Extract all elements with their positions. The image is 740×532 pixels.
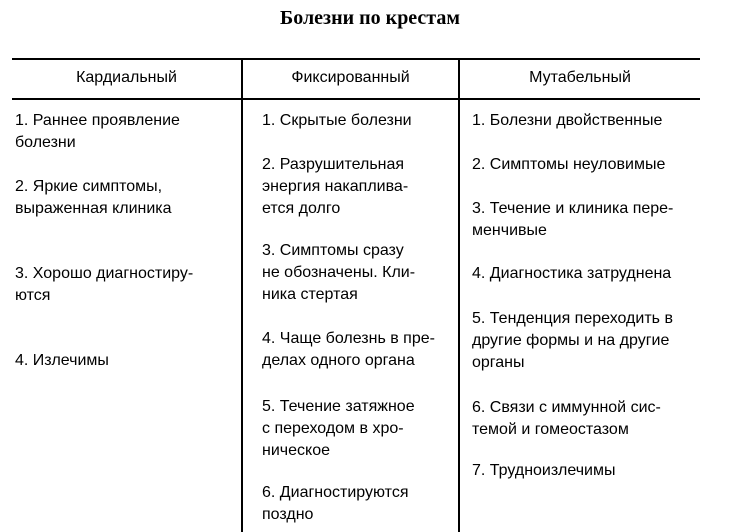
list-item (262, 482, 454, 526)
list-item (472, 110, 708, 132)
list-item-line: 6. Диагностируются (262, 484, 409, 501)
list-item-line: другие формы и на другие (472, 332, 670, 349)
column-header-fixed: Фиксированный (291, 69, 410, 86)
list-item-line: поздно (262, 506, 314, 523)
list-item-line: ническое (262, 442, 330, 459)
list-item-line: 2. Симптомы неуловимые (472, 156, 666, 173)
list-item (472, 263, 708, 285)
list-item (15, 110, 239, 154)
list-item-line: ется долго (262, 200, 341, 217)
list-item (472, 460, 708, 482)
list-item-line: 6. Связи с иммунной сис- (472, 399, 661, 416)
list-item-line: менчивые (472, 222, 547, 239)
list-item-line: 1. Скрытые болезни (262, 112, 412, 129)
list-item-line: органы (472, 354, 525, 371)
list-item-line: 3. Хорошо диагностиру- (15, 265, 194, 282)
column-header-mutable: Мутабельный (529, 69, 631, 86)
list-item-line: болезни (15, 134, 76, 151)
list-item-line: 5. Течение затяжное (262, 398, 415, 415)
list-item (15, 350, 239, 372)
list-item-line: 4. Излечимы (15, 352, 109, 369)
list-item-line: энергия накаплива- (262, 178, 409, 195)
list-item-line: выраженная клиника (15, 200, 172, 217)
list-item (472, 198, 708, 242)
list-item-line: 7. Трудноизлечимы (472, 462, 616, 479)
list-item (472, 397, 708, 441)
list-item-line: с переходом в хро- (262, 420, 404, 437)
list-item-line: ются (15, 287, 51, 304)
list-item-line: 1. Болезни двойственные (472, 112, 663, 129)
list-item (472, 308, 708, 374)
list-item-line: 3. Симптомы сразу (262, 242, 404, 259)
list-item-line: 5. Тенденция переходить в (472, 310, 673, 327)
list-item-line: 2. Яркие симптомы, (15, 178, 163, 195)
list-item-line: 3. Течение и клиника пере- (472, 200, 674, 217)
page-title: Болезни по крестам (280, 7, 460, 29)
column-divider-2 (458, 58, 460, 532)
list-item-line: 1. Раннее проявление (15, 112, 180, 129)
list-item (262, 328, 454, 372)
list-item (15, 176, 239, 220)
list-item-line: делах одного органа (262, 352, 415, 369)
column-divider-1 (241, 58, 243, 532)
list-item (472, 154, 708, 176)
list-item (262, 110, 454, 132)
column-header-cardinal: Кардиальный (76, 69, 177, 86)
list-item (262, 240, 454, 306)
list-item-line: 2. Разрушительная (262, 156, 405, 173)
list-item-line: 4. Чаще болезнь в пре- (262, 330, 435, 347)
list-item-line: не обозначены. Кли- (262, 264, 416, 281)
table-top-rule (12, 58, 700, 60)
list-item-line: темой и гомеостазом (472, 421, 629, 438)
list-item (15, 263, 239, 307)
list-item (262, 396, 454, 462)
list-item-line: 4. Диагностика затруднена (472, 265, 672, 282)
list-item (262, 154, 454, 220)
header-bottom-rule (12, 98, 700, 100)
list-item-line: ника стертая (262, 286, 358, 303)
